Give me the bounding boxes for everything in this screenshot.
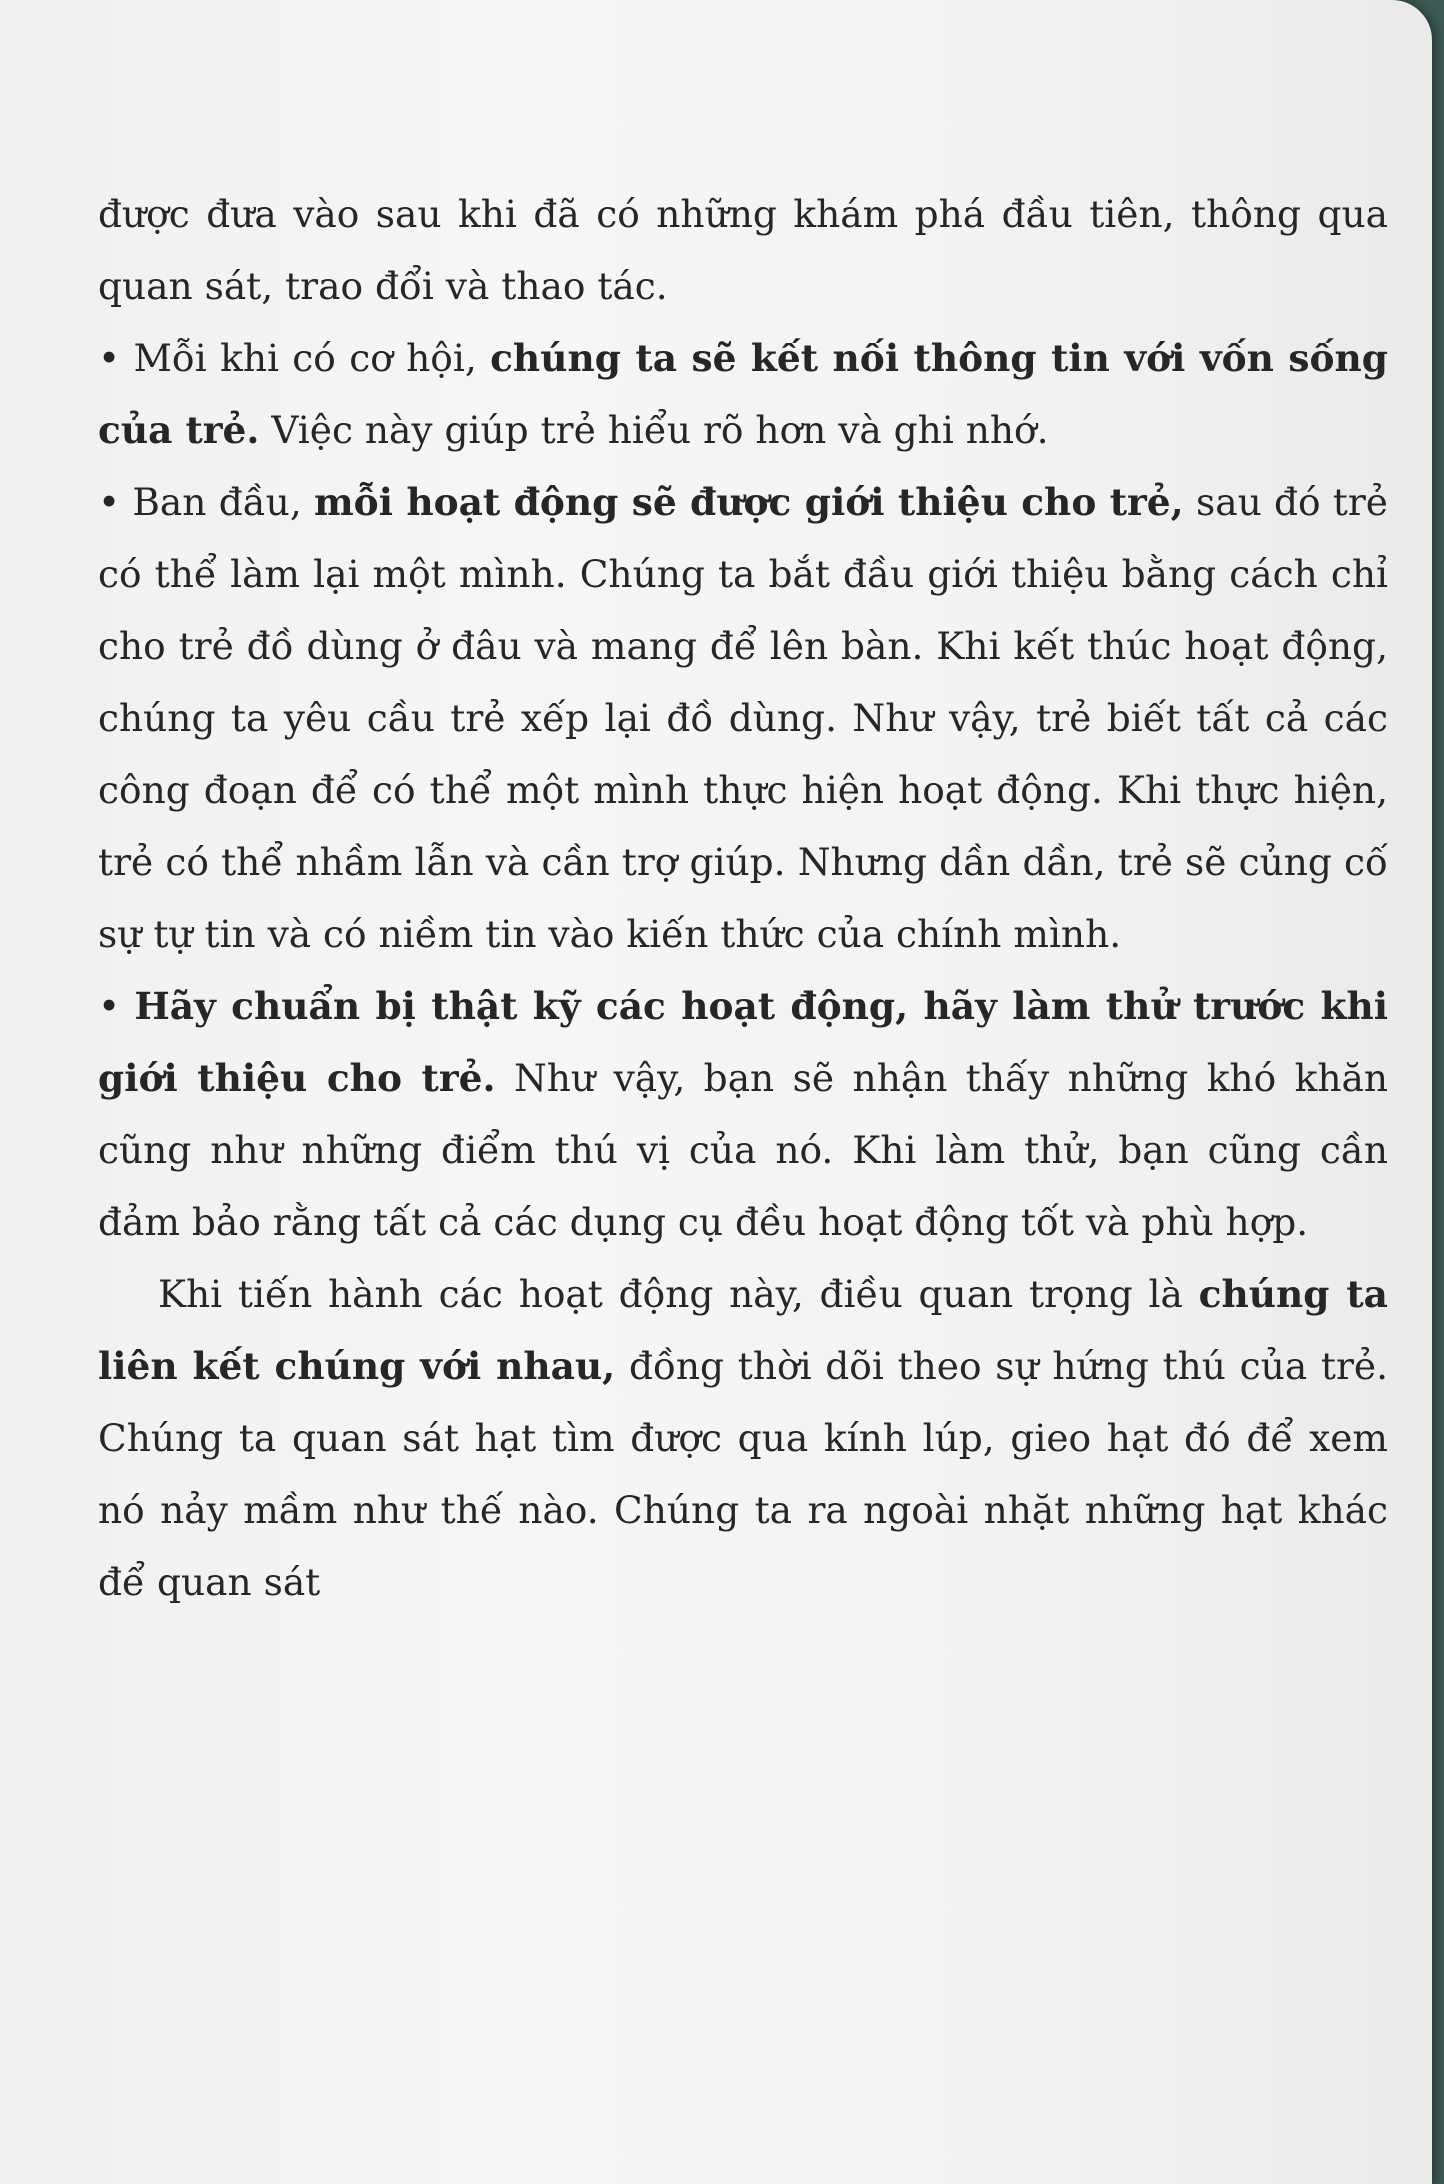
text-run: đồng thời dõi theo sự hứng thú của trẻ. Chúng ta quan sát hạt tìm được qua kính lúp, gieo hạt đó để xem nó nảy mầm như thế nào. Chúng ta ra ngoài nhặt những hạt khác để quan sát — [98, 1344, 1388, 1604]
text-run: sau đó trẻ có thể làm lại một mình. Chúng ta bắt đầu giới thiệu bằng cách chỉ cho trẻ đồ dùng ở đâu và mang để lên bàn. Khi kết thúc hoạt động, chúng ta yêu cầu trẻ xếp lại đồ dùng. Như vậy, trẻ biết tất cả các công đoạn để có thể một mình thực hiện hoạt động. Khi thực hiện, trẻ có thể nhầm lẫn và cần trợ giúp. Nhưng dần dần, trẻ sẽ củng cố sự tự tin và có niềm tin vào kiến thức của chính mình. — [98, 480, 1388, 956]
bullet-marker: • — [98, 336, 121, 380]
bullet-marker: • — [98, 480, 121, 524]
bullet-item-prepare-activity — [98, 970, 1388, 1258]
bullet-item-connect-life — [98, 322, 1388, 466]
text-run: Mỗi khi có cơ hội, — [133, 336, 491, 380]
bold-text-run: mỗi hoạt động sẽ được giới thiệu cho trẻ, — [314, 480, 1184, 524]
continuation-paragraph — [98, 178, 1388, 322]
text-run: Như vậy, bạn sẽ nhận thấy những khó khăn cũng như những điểm thú vị của nó. Khi làm thử, bạn cũng cần đảm bảo rằng tất cả các dụng cụ đều hoạt động tốt và phù hợp. — [98, 1056, 1388, 1244]
bold-text-run: Hãy chuẩn bị thật kỹ các hoạt động, hãy làm thử trước khi giới thiệu cho trẻ. — [98, 984, 1388, 1100]
bullet-item-introduce-activity — [98, 466, 1388, 970]
text-run: Ban đầu, — [132, 480, 314, 524]
text-run: được đưa vào sau khi đã có những khám phá đầu tiên, thông qua quan sát, trao đổi và thao tác. — [98, 192, 1388, 308]
page-body — [98, 178, 1388, 1618]
text-run: Khi tiến hành các hoạt động này, điều quan trọng là — [158, 1272, 1199, 1316]
bold-text-run: chúng ta liên kết chúng với nhau, — [98, 1272, 1388, 1388]
bold-text-run: chúng ta sẽ kết nối thông tin với vốn sống của trẻ. — [98, 336, 1389, 452]
bullet-marker: • — [98, 984, 121, 1028]
text-run: Việc này giúp trẻ hiểu rõ hơn và ghi nhớ. — [259, 408, 1049, 452]
body-paragraph — [98, 1258, 1388, 1618]
